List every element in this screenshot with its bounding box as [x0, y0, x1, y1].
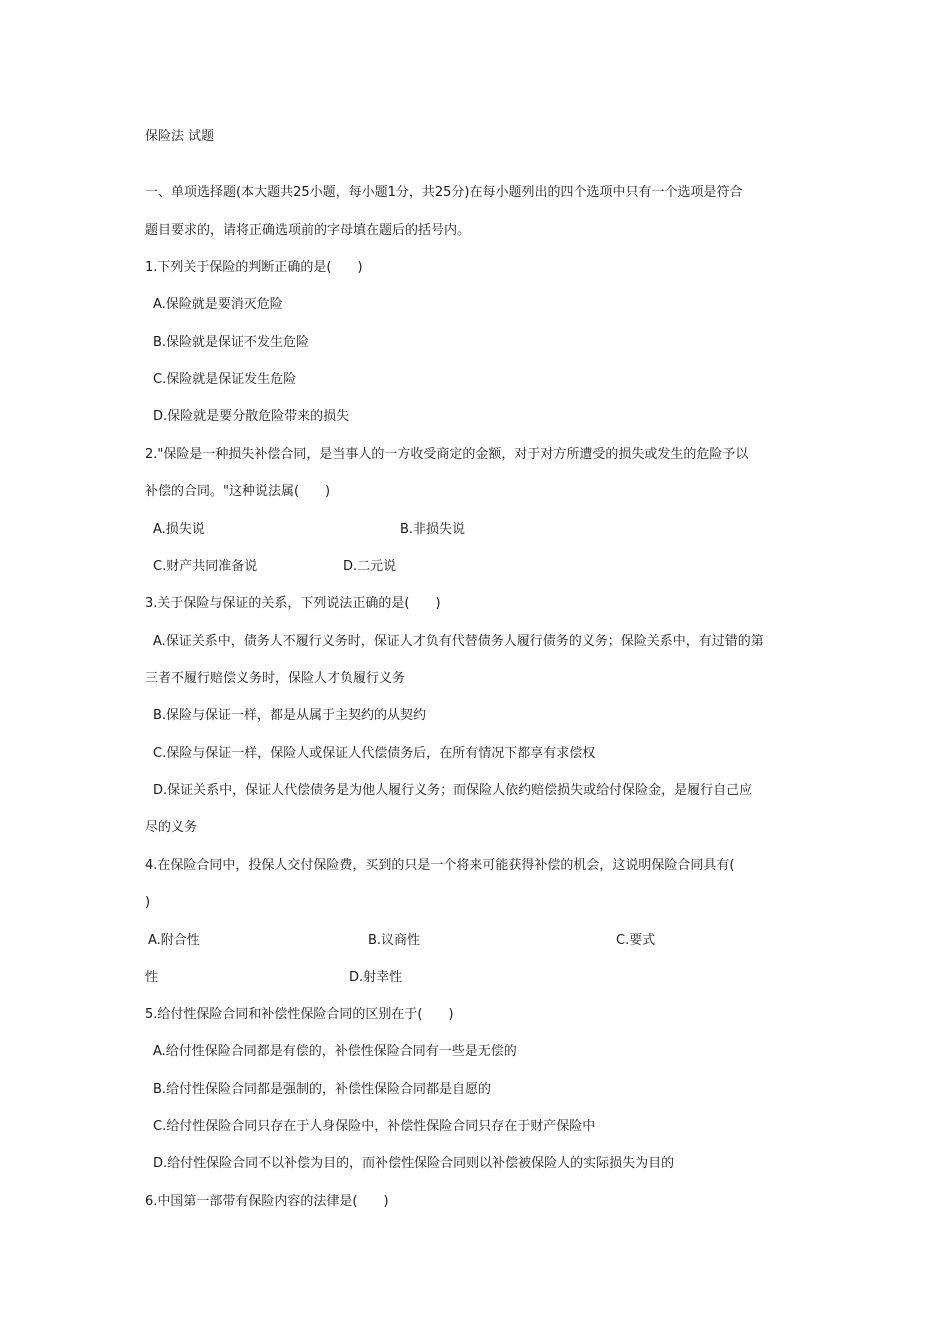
question-4-option-c-continued: 性 [145, 970, 159, 985]
question-4-option-b: B.议商性 [368, 933, 421, 948]
question-2-stem-line-1: 2."保险是一种损失补偿合同，是当事人的一方收受商定的金额，对于对方所遭受的损失或发生的危险予以 [145, 447, 749, 462]
question-5-option-d: D.给付性保险合同不以补偿为目的，而补偿性保险合同则以补偿被保险人的实际损失为目的 [153, 1156, 675, 1171]
question-4-stem-line-1: 4.在保险合同中，投保人交付保险费，买到的只是一个将来可能获得补偿的机会，这说明保险合同具有( [145, 858, 735, 873]
section-heading-line-1: 一、单项选择题(本大题共25小题，每小题1分，共25分)在每小题列出的四个选项中只有一个选项是符合 [145, 185, 743, 200]
document-title: 保险法 试题 [145, 129, 215, 144]
question-4-option-c: C.要式 [616, 933, 656, 948]
question-2-stem-line-2: 补偿的合同。"这种说法属( ) [145, 484, 331, 499]
question-5-option-c: C.给付性保险合同只存在于人身保险中，补偿性保险合同只存在于财产保险中 [153, 1119, 596, 1134]
question-3-stem: 3.关于保险与保证的关系，下列说法正确的是( ) [145, 596, 441, 611]
question-2-option-a: A.损失说 [153, 522, 205, 537]
question-3-option-a-line-2: 三者不履行赔偿义务时，保险人才负履行义务 [145, 671, 406, 686]
question-3-option-d-line-1: D.保证关系中，保证人代偿债务是为他人履行义务；而保险人依约赔偿损失或给付保险金，是履行自己应 [153, 783, 753, 798]
question-1-stem: 1.下列关于保险的判断正确的是( ) [145, 260, 363, 275]
question-5-stem: 5.给付性保险合同和补偿性保险合同的区别在于( ) [145, 1007, 454, 1022]
question-1-option-a: A.保险就是要消灭危险 [153, 297, 283, 312]
section-heading-line-2: 题目要求的，请将正确选项前的字母填在题后的括号内。 [145, 223, 471, 238]
question-4-option-d: D.射幸性 [349, 970, 403, 985]
question-4-option-a: A.附合性 [148, 933, 200, 948]
question-3-option-a-line-1: A.保证关系中，债务人不履行义务时，保证人才负有代替债务人履行债务的义务；保险关系中，有过错的第 [153, 634, 764, 649]
question-5-option-b: B.给付性保险合同都是强制的，补偿性保险合同都是自愿的 [153, 1082, 492, 1097]
question-2-option-b: B.非损失说 [400, 522, 466, 537]
question-2-option-d: D.二元说 [343, 559, 397, 574]
question-1-option-b: B.保险就是保证不发生危险 [153, 335, 310, 350]
question-3-option-d-line-2: 尽的义务 [145, 820, 198, 835]
question-6-stem: 6.中国第一部带有保险内容的法律是( ) [145, 1194, 389, 1209]
question-2-option-c: C.财产共同准备说 [153, 559, 258, 574]
question-3-option-b: B.保险与保证一样，都是从属于主契约的从契约 [153, 708, 427, 723]
question-5-option-a: A.给付性保险合同都是有偿的，补偿性保险合同有一些是无偿的 [153, 1044, 517, 1059]
question-1-option-c: C.保险就是保证发生危险 [153, 372, 297, 387]
question-4-stem-line-2: ) [145, 895, 151, 910]
question-1-option-d: D.保险就是要分散危险带来的损失 [153, 409, 350, 424]
question-3-option-c: C.保险与保证一样，保险人或保证人代偿债务后，在所有情况下都享有求偿权 [153, 746, 596, 761]
